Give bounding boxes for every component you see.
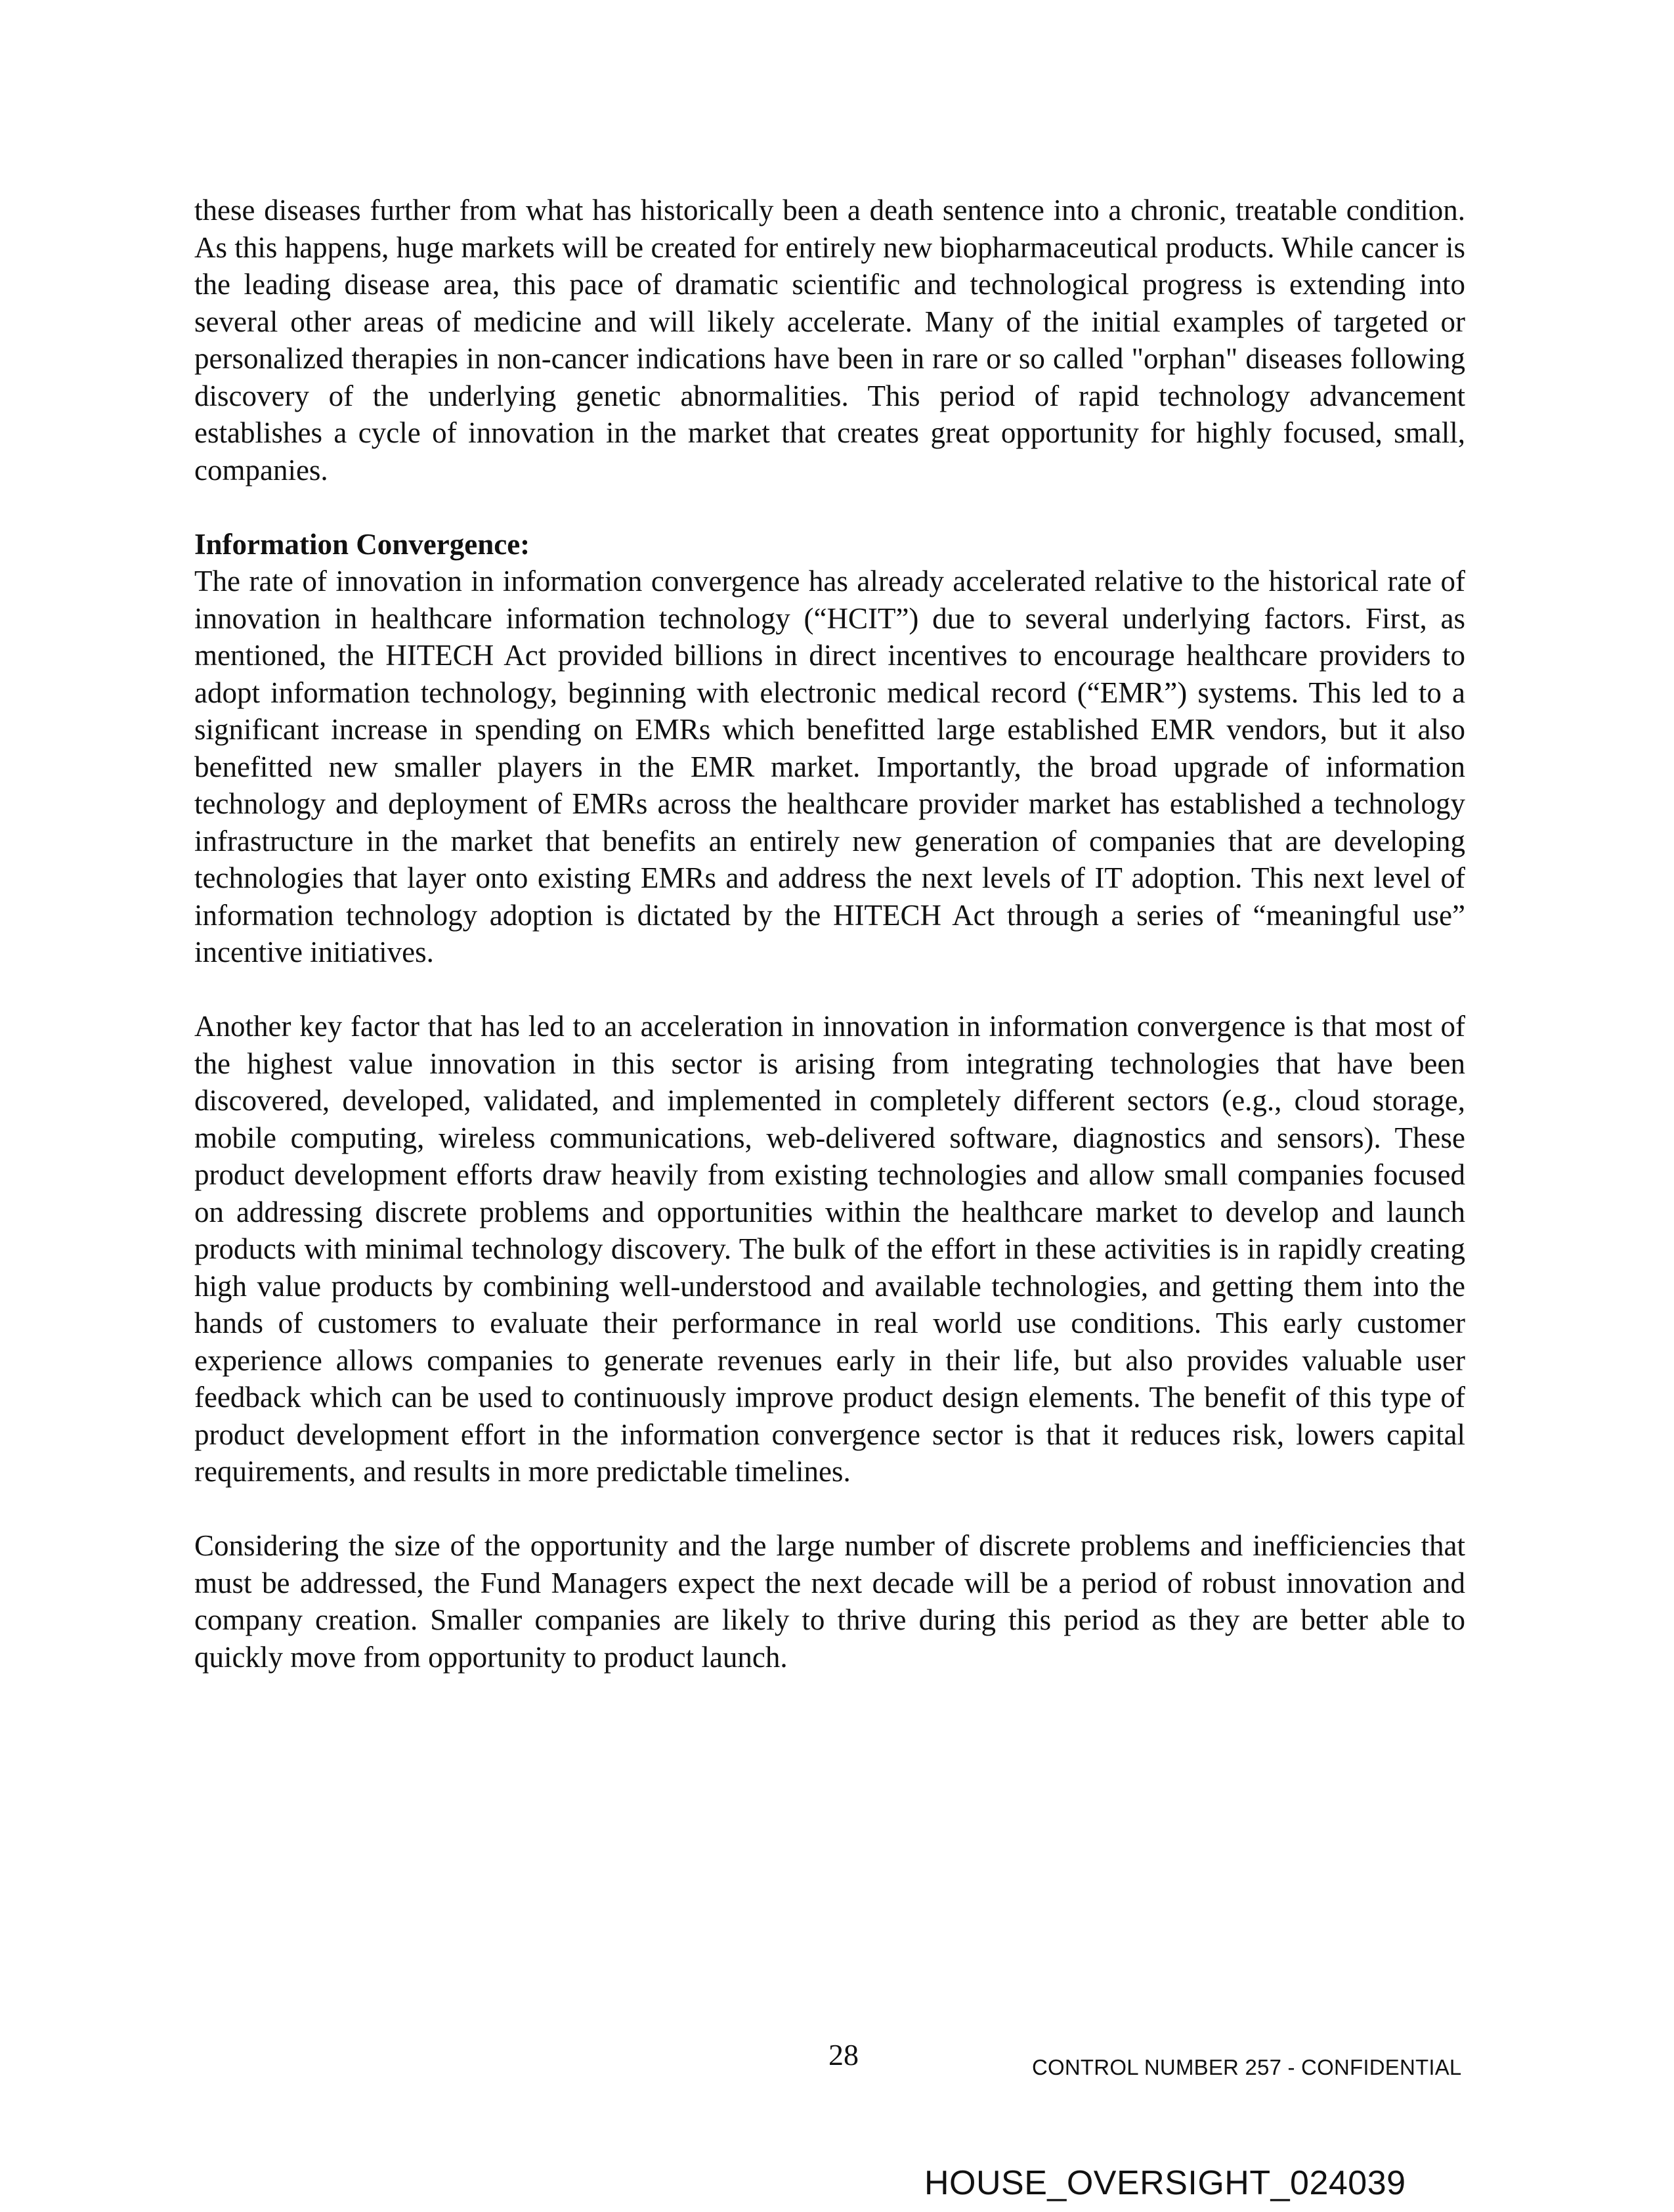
document-body bbox=[194, 192, 1465, 1713]
bates-number: HOUSE_OVERSIGHT_024039 bbox=[924, 2164, 1406, 2202]
paragraph-intro: these diseases further from what has historically been a death sentence into a chronic, treatable condition. As this happens, huge markets will be created for entirely new biopharmaceutical products. While cancer is the leading disease area, this pace of dramatic scientific and technological progress is extending into several other areas of medicine and will likely accelerate. Many of the initial examples of targeted or personalized therapies in non-cancer indications have been in rare or so called "orphan" diseases following discovery of the underlying genetic abnormalities. This period of rapid technology advancement establishes a cycle of innovation in the market that creates great opportunity for highly focused, small, companies. bbox=[194, 194, 1465, 487]
paragraph-hcit: The rate of innovation in information convergence has already accelerated relative to the historical rate of innovation in healthcare information technology (“HCIT”) due to several underlying factors. First, as mentioned, the HITECH Act provided billions in direct incentives to encourage healthcare providers to adopt information technology, beginning with electronic medical record (“EMR”) systems. This led to a significant increase in spending on EMRs which benefitted large established EMR vendors, but it also benefitted new smaller players in the EMR market. Importantly, the broad upgrade of information technology and deployment of EMRs across the healthcare provider market has established a technology infrastructure in the market that benefits an entirely new generation of companies that are developing technologies that layer onto existing EMRs and address the next levels of IT adoption. This next level of information technology adoption is dictated by the HITECH Act through a series of “meaningful use” incentive initiatives. bbox=[194, 565, 1465, 968]
paragraph-key-factor: Another key factor that has led to an acceleration in innovation in information convergence is that most of the highest value innovation in this sector is arising from integrating technologies that have been discovered, developed, validated, and implemented in completely different sectors (e.g., cloud storage, mobile computing, wireless communications, web-delivered software, diagnostics and sensors). These product development efforts draw heavily from existing technologies and allow small companies focused on addressing discrete problems and opportunities within the healthcare market to develop and launch products with minimal technology discovery. The bulk of the effort in these activities is in rapidly creating high value products by combining well-understood and available technologies, and getting them into the hands of customers to evaluate their performance in real world use conditions. This early customer experience allows companies to generate revenues early in their life, but also provides valuable user feedback which can be used to continuously improve product design elements. The benefit of this type of product development effort in the information convergence sector is that it reduces risk, lowers capital requirements, and results in more predictable timelines. bbox=[194, 1010, 1465, 1488]
page-number: 28 bbox=[828, 2038, 859, 2071]
control-number-label: CONTROL NUMBER 257 - CONFIDENTIAL bbox=[1032, 2055, 1462, 2079]
section-heading: Information Convergence: bbox=[194, 527, 530, 561]
paragraph-conclusion: Considering the size of the opportunity and the large number of discrete problems and inefficiencies that must be addressed, the Fund Managers expect the next decade will be a period of robust innovation and company creation. Smaller companies are likely to thrive during this period as they are better able to quickly move from opportunity to product launch. bbox=[194, 1529, 1465, 1674]
section-information-convergence bbox=[194, 526, 1465, 1676]
